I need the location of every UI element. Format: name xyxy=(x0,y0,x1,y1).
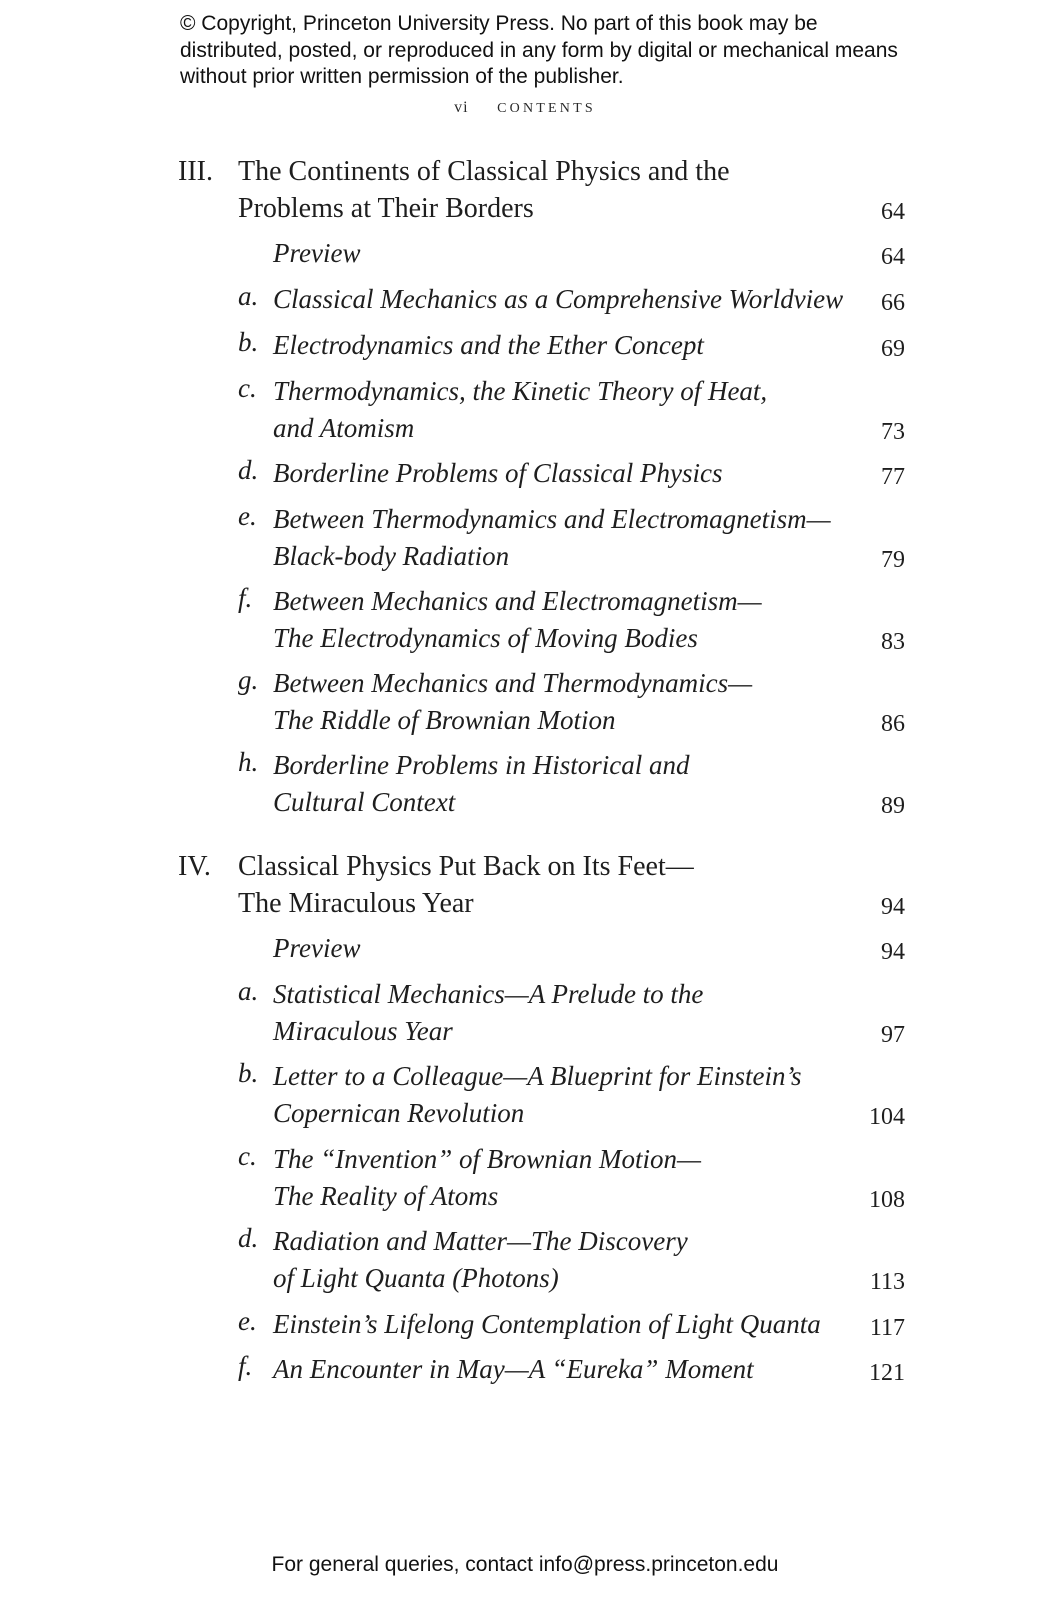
section-title-line: Between Thermodynamics and Electromagnetism— xyxy=(273,504,831,534)
section-letter: d. xyxy=(238,1223,259,1253)
running-head-title: CONTENTS xyxy=(497,101,596,116)
section-title xyxy=(273,583,853,657)
section-page-number: 69 xyxy=(881,336,905,362)
section-title xyxy=(273,455,853,492)
copyright-notice: © Copyright, Princeton University Press. No part of this book may be distributed, posted, or reproduced in any form by digital or mechanical means without prior written permission of the publisher. xyxy=(180,12,898,88)
section-title xyxy=(273,373,853,447)
section-page-number: 94 xyxy=(881,939,905,965)
section-title-line: The Electrodynamics of Moving Bodies xyxy=(273,623,698,653)
section-title-line: The Riddle of Brownian Motion xyxy=(273,705,616,735)
section-title-line: Radiation and Matter—The Discovery xyxy=(273,1226,688,1256)
section-letter: g. xyxy=(238,665,259,695)
section-letter: c. xyxy=(238,373,257,403)
section-letter: f. xyxy=(238,1351,253,1381)
section-page-number: 66 xyxy=(881,290,905,316)
section-title-line: Einstein’s Lifelong Contemplation of Light Quanta xyxy=(273,1309,821,1339)
chapter-page-number: 94 xyxy=(881,894,905,920)
chapter-title xyxy=(238,848,858,922)
section-letter: a. xyxy=(238,281,259,311)
section-title xyxy=(273,1223,853,1297)
section-page-number: 104 xyxy=(869,1104,905,1130)
section-letter: c. xyxy=(238,1141,257,1171)
chapter-title-line: The Miraculous Year xyxy=(238,888,474,919)
section-page-number: 86 xyxy=(881,711,905,737)
section-title xyxy=(273,930,853,967)
footer-contact: For general queries, contact info@press.princeton.edu xyxy=(271,1553,779,1576)
section-title-line: Between Mechanics and Electromagnetism— xyxy=(273,586,762,616)
chapter-page-number: 64 xyxy=(881,199,905,225)
section-letter: f. xyxy=(238,583,253,613)
section-title-line: The Reality of Atoms xyxy=(273,1181,499,1211)
chapter-title-line: Problems at Their Borders xyxy=(238,193,534,224)
section-page-number: 113 xyxy=(869,1269,905,1295)
section-letter: d. xyxy=(238,455,259,485)
section-page-number: 83 xyxy=(881,629,905,655)
section-title-line: Electrodynamics and the Ether Concept xyxy=(273,330,704,360)
section-title-line: Cultural Context xyxy=(273,787,456,817)
section-title-line: Borderline Problems of Classical Physics xyxy=(273,458,723,488)
section-letter: b. xyxy=(238,327,259,357)
section-page-number: 89 xyxy=(881,793,905,819)
section-letter: e. xyxy=(238,1306,257,1336)
section-title-line: Statistical Mechanics—A Prelude to the xyxy=(273,979,704,1009)
section-page-number: 73 xyxy=(881,419,905,445)
section-title-line: Letter to a Colleague—A Blueprint for Einstein’s xyxy=(273,1061,802,1091)
section-page-number: 108 xyxy=(869,1187,905,1213)
chapter-title xyxy=(238,153,858,227)
chapter-title-line: Classical Physics Put Back on Its Feet— xyxy=(238,851,694,882)
section-title xyxy=(273,665,853,739)
section-title xyxy=(273,1141,853,1215)
section-page-number: 121 xyxy=(869,1360,905,1386)
section-letter: a. xyxy=(238,976,259,1006)
section-title-line: The “Invention” of Brownian Motion— xyxy=(273,1144,702,1174)
section-letter: b. xyxy=(238,1058,259,1088)
section-title-line: Miraculous Year xyxy=(273,1016,453,1046)
section-page-number: 97 xyxy=(881,1022,905,1048)
chapter-title-line: The Continents of Classical Physics and the xyxy=(238,156,730,187)
chapter-numeral: IV. xyxy=(178,851,211,882)
section-title-line: Between Mechanics and Thermodynamics— xyxy=(273,668,753,698)
section-letter: e. xyxy=(238,501,257,531)
section-title xyxy=(273,501,853,575)
section-title xyxy=(273,1351,853,1388)
section-title xyxy=(273,976,853,1050)
section-title-line: Black-body Radiation xyxy=(273,541,510,571)
section-title-line: and Atomism xyxy=(273,413,415,443)
section-page-number: 77 xyxy=(881,464,905,490)
section-page-number: 64 xyxy=(881,244,905,270)
section-title-line: Classical Mechanics as a Comprehensive Worldview xyxy=(273,284,844,314)
section-title-line: Thermodynamics, the Kinetic Theory of Heat, xyxy=(273,376,768,406)
section-title xyxy=(273,281,853,318)
section-title xyxy=(273,327,853,364)
section-title-line: An Encounter in May—A “Eureka” Moment xyxy=(273,1354,754,1384)
page-folio: vi xyxy=(454,99,469,116)
section-title-line: of Light Quanta (Photons) xyxy=(273,1263,559,1293)
section-title xyxy=(273,1058,853,1132)
section-title-line: Preview xyxy=(273,933,361,963)
section-title xyxy=(273,1306,853,1343)
section-letter: h. xyxy=(238,747,259,777)
section-title-line: Copernican Revolution xyxy=(273,1098,525,1128)
section-page-number: 79 xyxy=(881,547,905,573)
section-title-line: Borderline Problems in Historical and xyxy=(273,750,690,780)
section-title xyxy=(273,747,853,821)
chapter-numeral: III. xyxy=(178,156,213,187)
section-title-line: Preview xyxy=(273,238,361,268)
section-title xyxy=(273,235,853,272)
section-page-number: 117 xyxy=(869,1315,905,1341)
